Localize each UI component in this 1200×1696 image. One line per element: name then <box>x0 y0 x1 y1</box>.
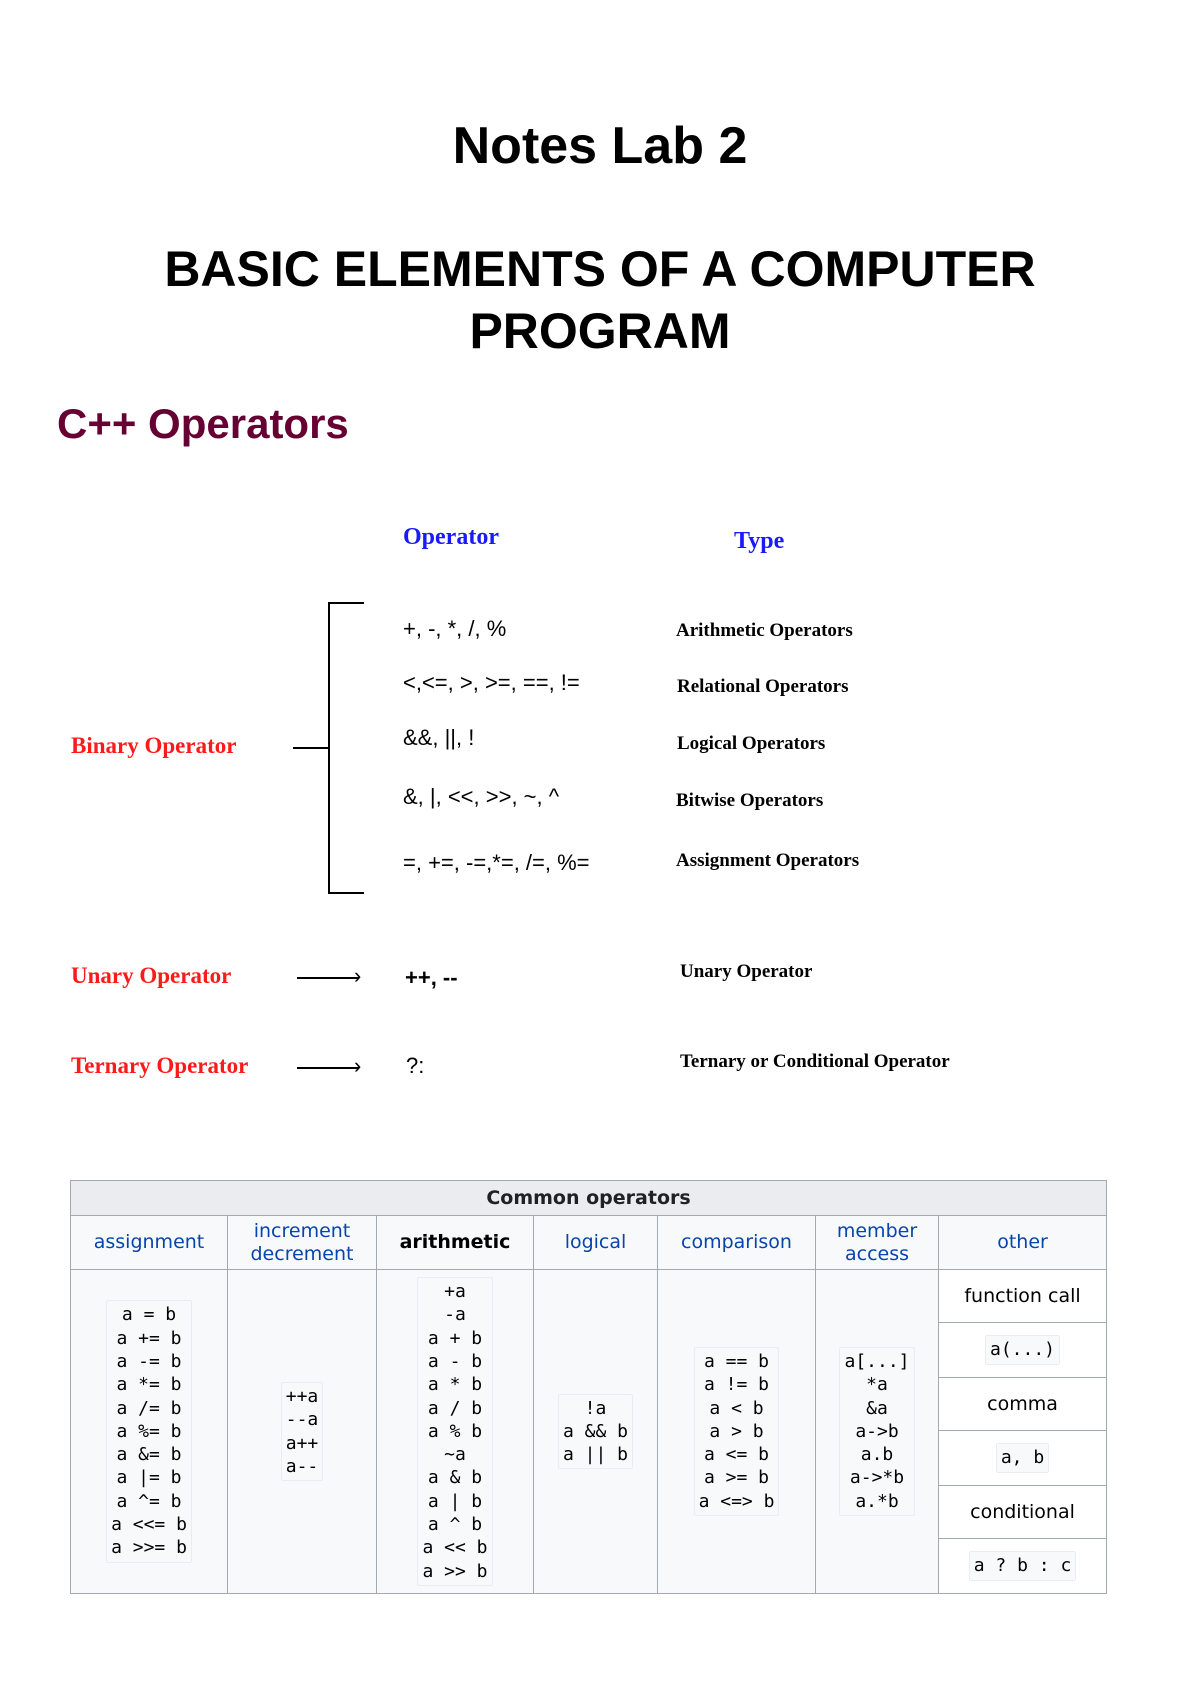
arithmetic-code: +a -a a + b a - b a * b a / b a % b ~a a & b a | b a ^ b a << b a >> b <box>417 1277 492 1586</box>
function-call-code: a(...) <box>985 1335 1060 1364</box>
ternary-operator-label: Ternary Operator <box>71 1053 249 1078</box>
ternary-arrow-head-icon: › <box>354 1053 362 1078</box>
comma-label: comma <box>939 1378 1107 1431</box>
cpp-operators-heading: C++ Operators <box>57 400 349 447</box>
member-code: a[...] *a &a a->b a.b a->*b a.*b <box>839 1347 914 1516</box>
cell-incdec <box>228 1270 377 1594</box>
diagram-header-type: Type <box>734 528 785 554</box>
header-other[interactable]: other <box>939 1216 1107 1270</box>
assignment-code: a = b a += b a -= b a *= b a /= b a %= b a &= b a |= b a ^= b a <<= b a >>= b <box>106 1300 192 1562</box>
binary-operator-label: Binary Operator <box>71 733 237 758</box>
table-caption: Common operators <box>71 1181 1107 1216</box>
ternary-ops: ?: <box>406 1053 425 1078</box>
common-operators-table <box>70 1180 1107 1594</box>
section-title-line1: BASIC ELEMENTS OF A COMPUTER <box>164 241 1036 297</box>
incdec-code: ++a --a a++ a-- <box>281 1382 324 1481</box>
unary-operator-label: Unary Operator <box>71 963 232 988</box>
relational-ops: <,<=, >, >=, ==, != <box>403 670 580 695</box>
header-comparison[interactable]: comparison <box>658 1216 816 1270</box>
assignment-ops: =, +=, -=,*=, /=, %= <box>403 850 590 875</box>
logical-ops: &&, ||, ! <box>403 725 475 750</box>
unary-type: Unary Operator <box>680 961 813 982</box>
comma-code: a, b <box>996 1443 1049 1472</box>
conditional-code: a ? b : c <box>969 1551 1077 1580</box>
logical-type: Logical Operators <box>677 733 826 754</box>
function-call-label: function call <box>939 1270 1107 1323</box>
header-member: member <box>836 1219 918 1242</box>
relational-type: Relational Operators <box>677 676 849 697</box>
bitwise-type: Bitwise Operators <box>676 790 824 811</box>
cell-logical <box>534 1270 658 1594</box>
arithmetic-type: Arithmetic Operators <box>676 620 853 641</box>
header-arithmetic: arithmetic <box>377 1216 534 1270</box>
unary-ops: ++, -- <box>405 965 458 990</box>
ternary-type: Ternary or Conditional Operator <box>680 1051 950 1072</box>
arithmetic-ops: +, -, *, /, % <box>403 616 507 641</box>
bitwise-ops: &, |, <<, >>, ~, ^ <box>403 784 560 809</box>
header-access: access <box>844 1242 910 1265</box>
header-decrement: decrement <box>250 1242 354 1265</box>
comma-cell <box>939 1431 1107 1486</box>
ternary-arrow-shaft <box>297 1067 359 1069</box>
cell-assignment <box>71 1270 228 1594</box>
header-increment: increment <box>253 1219 351 1242</box>
cell-comparison <box>658 1270 816 1594</box>
diagram-header-operator: Operator <box>403 524 499 550</box>
header-increment-decrement[interactable] <box>228 1216 377 1270</box>
logical-code: !a a && b a || b <box>558 1394 633 1470</box>
comparison-code: a == b a != b a < b a > b a <= b a >= b a <=> b <box>694 1347 780 1516</box>
function-call-cell <box>939 1323 1107 1378</box>
header-member-access[interactable] <box>816 1216 939 1270</box>
section-title <box>0 238 1200 362</box>
binary-bracket-stem <box>293 747 329 749</box>
cell-arithmetic <box>377 1270 534 1594</box>
conditional-label: conditional <box>939 1486 1107 1539</box>
conditional-cell <box>939 1539 1107 1594</box>
cell-member <box>816 1270 939 1594</box>
document-title: Notes Lab 2 <box>452 117 748 175</box>
binary-bracket-bottom <box>328 892 364 894</box>
section-title-line2: PROGRAM <box>469 303 731 359</box>
assignment-type: Assignment Operators <box>676 850 860 871</box>
header-logical[interactable]: logical <box>534 1216 658 1270</box>
binary-bracket-top <box>328 602 364 604</box>
unary-arrow-shaft <box>297 977 359 979</box>
unary-arrow-head-icon: › <box>354 963 362 988</box>
header-assignment[interactable]: assignment <box>71 1216 228 1270</box>
